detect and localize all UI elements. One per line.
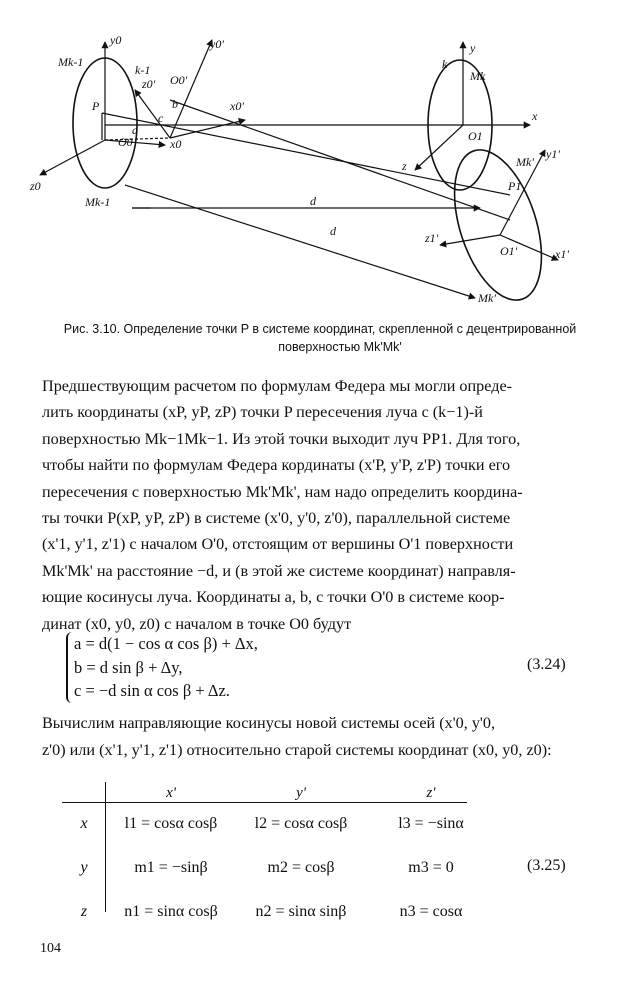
fig-label-o1p: O1' bbox=[500, 244, 518, 258]
fig-label-mk1-bot: Mk-1 bbox=[85, 195, 111, 209]
fig-label-mk1-top: Mk-1 bbox=[58, 55, 84, 69]
fig-label-y1p: y1' bbox=[546, 147, 560, 161]
table-cell: l1 = cosα cosβ bbox=[124, 815, 218, 832]
caption-line-2: поверхностью Mk'Mk' bbox=[278, 340, 402, 354]
fig-label-b: b bbox=[172, 97, 178, 111]
text-line: ющие косинусы луча. Координаты a, b, c точки O'0 в системе коор- bbox=[42, 588, 505, 607]
text-line: поверхностью Mk−1Mk−1. Из этой точки выходит луч PP1. Для того, bbox=[42, 429, 521, 448]
fig-label-z: z bbox=[402, 159, 407, 173]
table-cell: l3 = −sinα bbox=[398, 815, 464, 832]
caption-line-1: Рис. 3.10. Определение точки P в системе координат, скрепленной с децентрированной bbox=[63, 322, 577, 336]
fig-label-z0: z0 bbox=[30, 179, 41, 193]
fig-label-x0p: x0' bbox=[230, 99, 244, 113]
figure-caption bbox=[40, 320, 600, 356]
fig-label-x0: x0 bbox=[170, 137, 182, 151]
column-header: x' bbox=[166, 785, 176, 801]
fig-label-z0p: z0' bbox=[142, 77, 156, 91]
figure-3-10 bbox=[30, 30, 590, 310]
text-line: Mk'Mk' на расстояние −d, и (в этой же системе координат) направля- bbox=[42, 561, 516, 580]
table-cell: n1 = sinα cosβ bbox=[124, 903, 218, 920]
fig-label-o0: O0 bbox=[118, 135, 133, 149]
table-cell: m1 = −sinβ bbox=[134, 859, 208, 876]
text-line: чтобы найти по формулам Федера кординаты (x'P, y'P, z'P) точки его bbox=[42, 456, 511, 475]
page-number: 104 bbox=[40, 941, 61, 956]
fig-label-y: y bbox=[470, 41, 476, 55]
table-header-row bbox=[62, 785, 496, 802]
fig-label-o0p: O0' bbox=[170, 73, 188, 87]
fig-label-o1: O1 bbox=[468, 129, 483, 143]
text-line: z'0) или (x'1, y'1, z'1) относительно старой системы координат (x0, y0, z0): bbox=[42, 741, 552, 759]
fig-label-d2: d bbox=[330, 224, 336, 238]
text-line: пересечения с поверхностью Mk'Mk', нам надо определить координа- bbox=[42, 482, 523, 501]
table-row bbox=[62, 846, 496, 890]
equation-c: c = −d sin α cos β + Δz. bbox=[74, 681, 230, 700]
fig-label-x1p: x1' bbox=[555, 247, 569, 261]
table-cell: l2 = cosα cosβ bbox=[254, 815, 348, 832]
equation-system-3-24 bbox=[66, 632, 258, 703]
fig-label-c: c bbox=[158, 111, 164, 125]
fig-label-y0: y0 bbox=[110, 33, 122, 47]
table-cell: m3 = 0 bbox=[408, 859, 454, 876]
text-line: Вычислим направляющие косинусы новой системы осей (x'0, y'0, bbox=[42, 714, 495, 732]
fig-label-k1: k-1 bbox=[135, 63, 151, 77]
equation-number-3-25: (3.25) bbox=[527, 857, 566, 874]
fig-label-p1: P1 bbox=[508, 179, 522, 193]
direction-cosines-table bbox=[62, 785, 496, 934]
fig-label-d1: d bbox=[310, 194, 316, 208]
table-cell: n2 = sinα sinβ bbox=[255, 903, 347, 920]
fig-label-mkp-top: Mk' bbox=[516, 155, 534, 169]
equation-number-3-24: (3.24) bbox=[527, 656, 566, 673]
equation-a: a = d(1 − cos α cos β) + Δx, bbox=[74, 634, 258, 653]
text-line: (x'1, y'1, z'1) с началом O'0, отстоящим от вершины O'1 поверхности bbox=[42, 535, 514, 554]
equation-b: b = d sin β + Δy, bbox=[74, 657, 183, 677]
fig-label-z1p: z1' bbox=[425, 231, 439, 245]
text-line: динат (x0, y0, z0) с началом в точке O0 будут bbox=[42, 614, 352, 633]
decentered-surface bbox=[438, 139, 558, 310]
fig-label-mk: Mk bbox=[470, 69, 486, 83]
text-line: Предшествующим расчетом по формулам Федера мы могли опреде- bbox=[42, 377, 513, 395]
fig-label-mkp-bot: Mk' bbox=[478, 291, 496, 305]
column-header: z' bbox=[426, 785, 436, 801]
table-cell: m2 = cosβ bbox=[267, 859, 335, 876]
paragraph-1 bbox=[42, 373, 592, 637]
fig-label-k: k bbox=[442, 57, 448, 71]
table-row bbox=[62, 802, 496, 846]
table-cell: n3 = cosα bbox=[399, 903, 463, 920]
table-row bbox=[62, 890, 496, 934]
fig-label-p: P bbox=[92, 99, 100, 113]
fig-label-x: x bbox=[532, 109, 538, 123]
row-label: x bbox=[80, 815, 88, 832]
fig-label-a: a bbox=[132, 123, 138, 137]
paragraph-2 bbox=[42, 710, 592, 764]
row-label: z bbox=[80, 903, 88, 920]
column-header: y' bbox=[296, 785, 306, 801]
text-line: ты точки P(xP, yP, zP) в системе (x'0, y'0, z'0), параллельной системе bbox=[42, 509, 511, 528]
text-line: лить координаты (xP, yP, zP) точки P пересечения луча с (k−1)-й bbox=[42, 403, 483, 422]
fig-label-y0p: y0' bbox=[210, 37, 224, 51]
row-label: y bbox=[80, 859, 88, 876]
